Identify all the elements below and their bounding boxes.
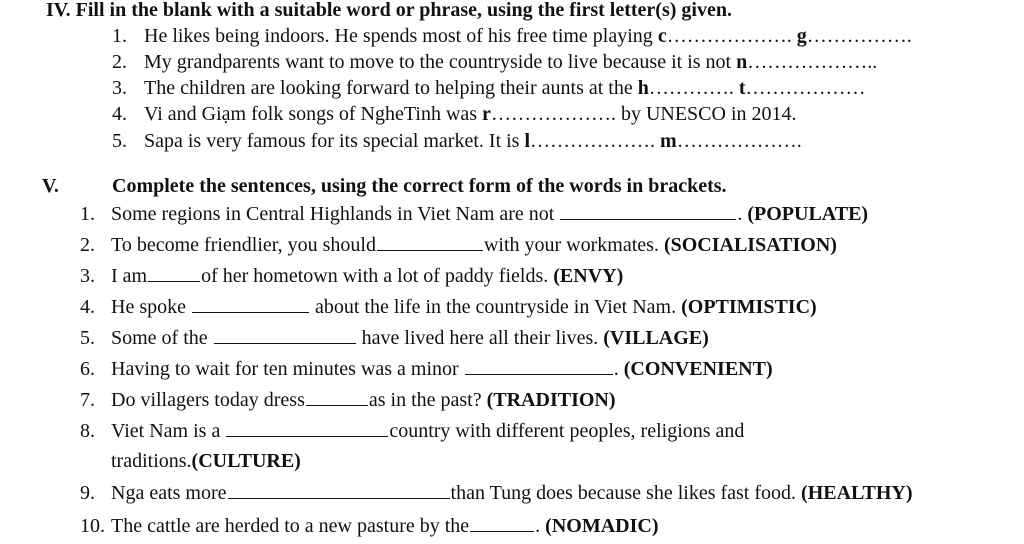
list-item xyxy=(80,265,623,286)
letter-hint: r xyxy=(482,103,491,125)
item-text: Some regions in Central Highlands in Viet Nam are not xyxy=(111,203,560,225)
answer-blank xyxy=(465,358,613,375)
word-prompt: (OPTIMISTIC) xyxy=(681,296,817,318)
answer-blank xyxy=(560,203,736,220)
item-number: 3. xyxy=(80,265,95,287)
answer-blank xyxy=(470,515,534,532)
list-item xyxy=(80,515,658,536)
item-text: My grandparents want to move to the countryside to live because it is not xyxy=(144,51,737,73)
word-prompt: (CONVENIENT) xyxy=(623,358,773,380)
answer-blank xyxy=(306,389,368,406)
item-text: have lived here all their lives. xyxy=(356,327,604,349)
item-text: Some of the xyxy=(111,327,213,349)
list-item xyxy=(80,358,773,379)
item-text: as in the past? xyxy=(368,389,487,411)
list-item xyxy=(80,296,817,317)
letter-hint: m xyxy=(655,130,677,152)
dotted-blank: ……………….. xyxy=(747,51,878,73)
list-item xyxy=(80,482,913,503)
item-number: 2. xyxy=(112,51,127,73)
item-text: The children are looking forward to helping their aunts at the xyxy=(144,77,638,99)
dotted-blank: ……………. xyxy=(806,25,912,47)
item-number: 1. xyxy=(80,203,95,225)
answer-blank xyxy=(148,265,200,282)
item-text: . xyxy=(535,515,546,537)
section-v-heading: Complete the sentences, using the correct form of the words in brackets. xyxy=(112,175,727,197)
item-text: Viet Nam is a xyxy=(111,420,226,442)
item-text: He spoke xyxy=(111,296,191,318)
answer-blank xyxy=(192,296,309,313)
answer-blank xyxy=(228,482,450,499)
item-number: 8. xyxy=(80,420,95,442)
item-text: Sapa is very famous for its special market. It is xyxy=(144,130,525,152)
letter-hint: l xyxy=(524,130,531,152)
list-item xyxy=(112,52,877,72)
list-item xyxy=(112,26,912,46)
answer-blank xyxy=(226,420,388,437)
item-text: Vi and Giạm folk songs of NgheTinh was xyxy=(144,103,483,125)
list-item xyxy=(112,78,866,98)
list-item xyxy=(80,420,744,441)
word-prompt: (TRADITION) xyxy=(486,389,616,411)
item-text: . xyxy=(737,203,748,225)
item-text: . xyxy=(613,358,624,380)
item-text: about the life in the countryside in Viet Nam. xyxy=(309,296,682,318)
item-number: 1. xyxy=(112,25,127,47)
item-text: with your workmates. xyxy=(483,234,664,256)
word-prompt: (ENVY) xyxy=(553,265,624,287)
dotted-blank: ………………. xyxy=(530,130,656,152)
letter-hint: c xyxy=(657,25,667,47)
item-number: 4. xyxy=(80,296,95,318)
word-prompt: (SOCIALISATION) xyxy=(663,234,837,256)
item-number: 7. xyxy=(80,389,95,411)
item-text: of her hometown with a lot of paddy fields. xyxy=(201,265,554,287)
item-text: Do villagers today dress xyxy=(111,389,305,411)
list-item-continuation xyxy=(111,451,301,471)
dotted-blank: ……………… xyxy=(745,77,866,99)
section-v-numeral: V. xyxy=(42,175,59,197)
item-text: than Tung does because she likes fast food. xyxy=(450,482,802,504)
list-item xyxy=(80,234,837,255)
list-item xyxy=(112,131,802,151)
letter-hint: n xyxy=(736,51,748,73)
dotted-blank: ………………. xyxy=(666,25,792,47)
word-prompt: (CULTURE) xyxy=(191,450,301,472)
item-number: 6. xyxy=(80,358,95,380)
answer-blank xyxy=(377,234,483,251)
item-number: 4. xyxy=(112,103,127,125)
item-number: 9. xyxy=(80,482,95,504)
letter-hint: h xyxy=(637,77,649,99)
item-text: country with different peoples, religions and xyxy=(389,420,745,442)
item-text: To become friendlier, you should xyxy=(111,234,376,256)
item-number: 5. xyxy=(112,130,127,152)
list-item xyxy=(112,104,797,124)
item-number: 5. xyxy=(80,327,95,349)
item-text: I am xyxy=(111,265,148,287)
dotted-blank: …………. xyxy=(648,77,734,99)
item-text: Having to wait for ten minutes was a minor xyxy=(111,358,464,380)
item-number: 2. xyxy=(80,234,95,256)
list-item xyxy=(80,389,616,410)
list-item xyxy=(80,327,709,348)
letter-hint: t xyxy=(733,77,746,99)
item-text: Nga eats more xyxy=(111,482,227,504)
word-prompt: (POPULATE) xyxy=(747,203,869,225)
word-prompt: (HEALTHY) xyxy=(801,482,913,504)
item-number: 3. xyxy=(112,77,127,99)
item-number: 10. xyxy=(80,515,105,537)
item-text: traditions. xyxy=(111,450,192,472)
section-iv-heading: IV. Fill in the blank with a suitable word or phrase, using the first letter(s) given. xyxy=(46,0,732,21)
answer-blank xyxy=(214,327,356,344)
letter-hint: g xyxy=(791,25,807,47)
word-prompt: (NOMADIC) xyxy=(545,515,659,537)
dotted-blank: ………………. xyxy=(676,130,802,152)
dotted-blank: ………………. xyxy=(490,103,616,125)
list-item xyxy=(80,203,868,224)
item-text: by UNESCO in 2014. xyxy=(615,103,797,125)
word-prompt: (VILLAGE) xyxy=(603,327,709,349)
item-text: The cattle are herded to a new pasture by the xyxy=(111,515,470,537)
item-text: He likes being indoors. He spends most of his free time playing xyxy=(144,25,658,47)
